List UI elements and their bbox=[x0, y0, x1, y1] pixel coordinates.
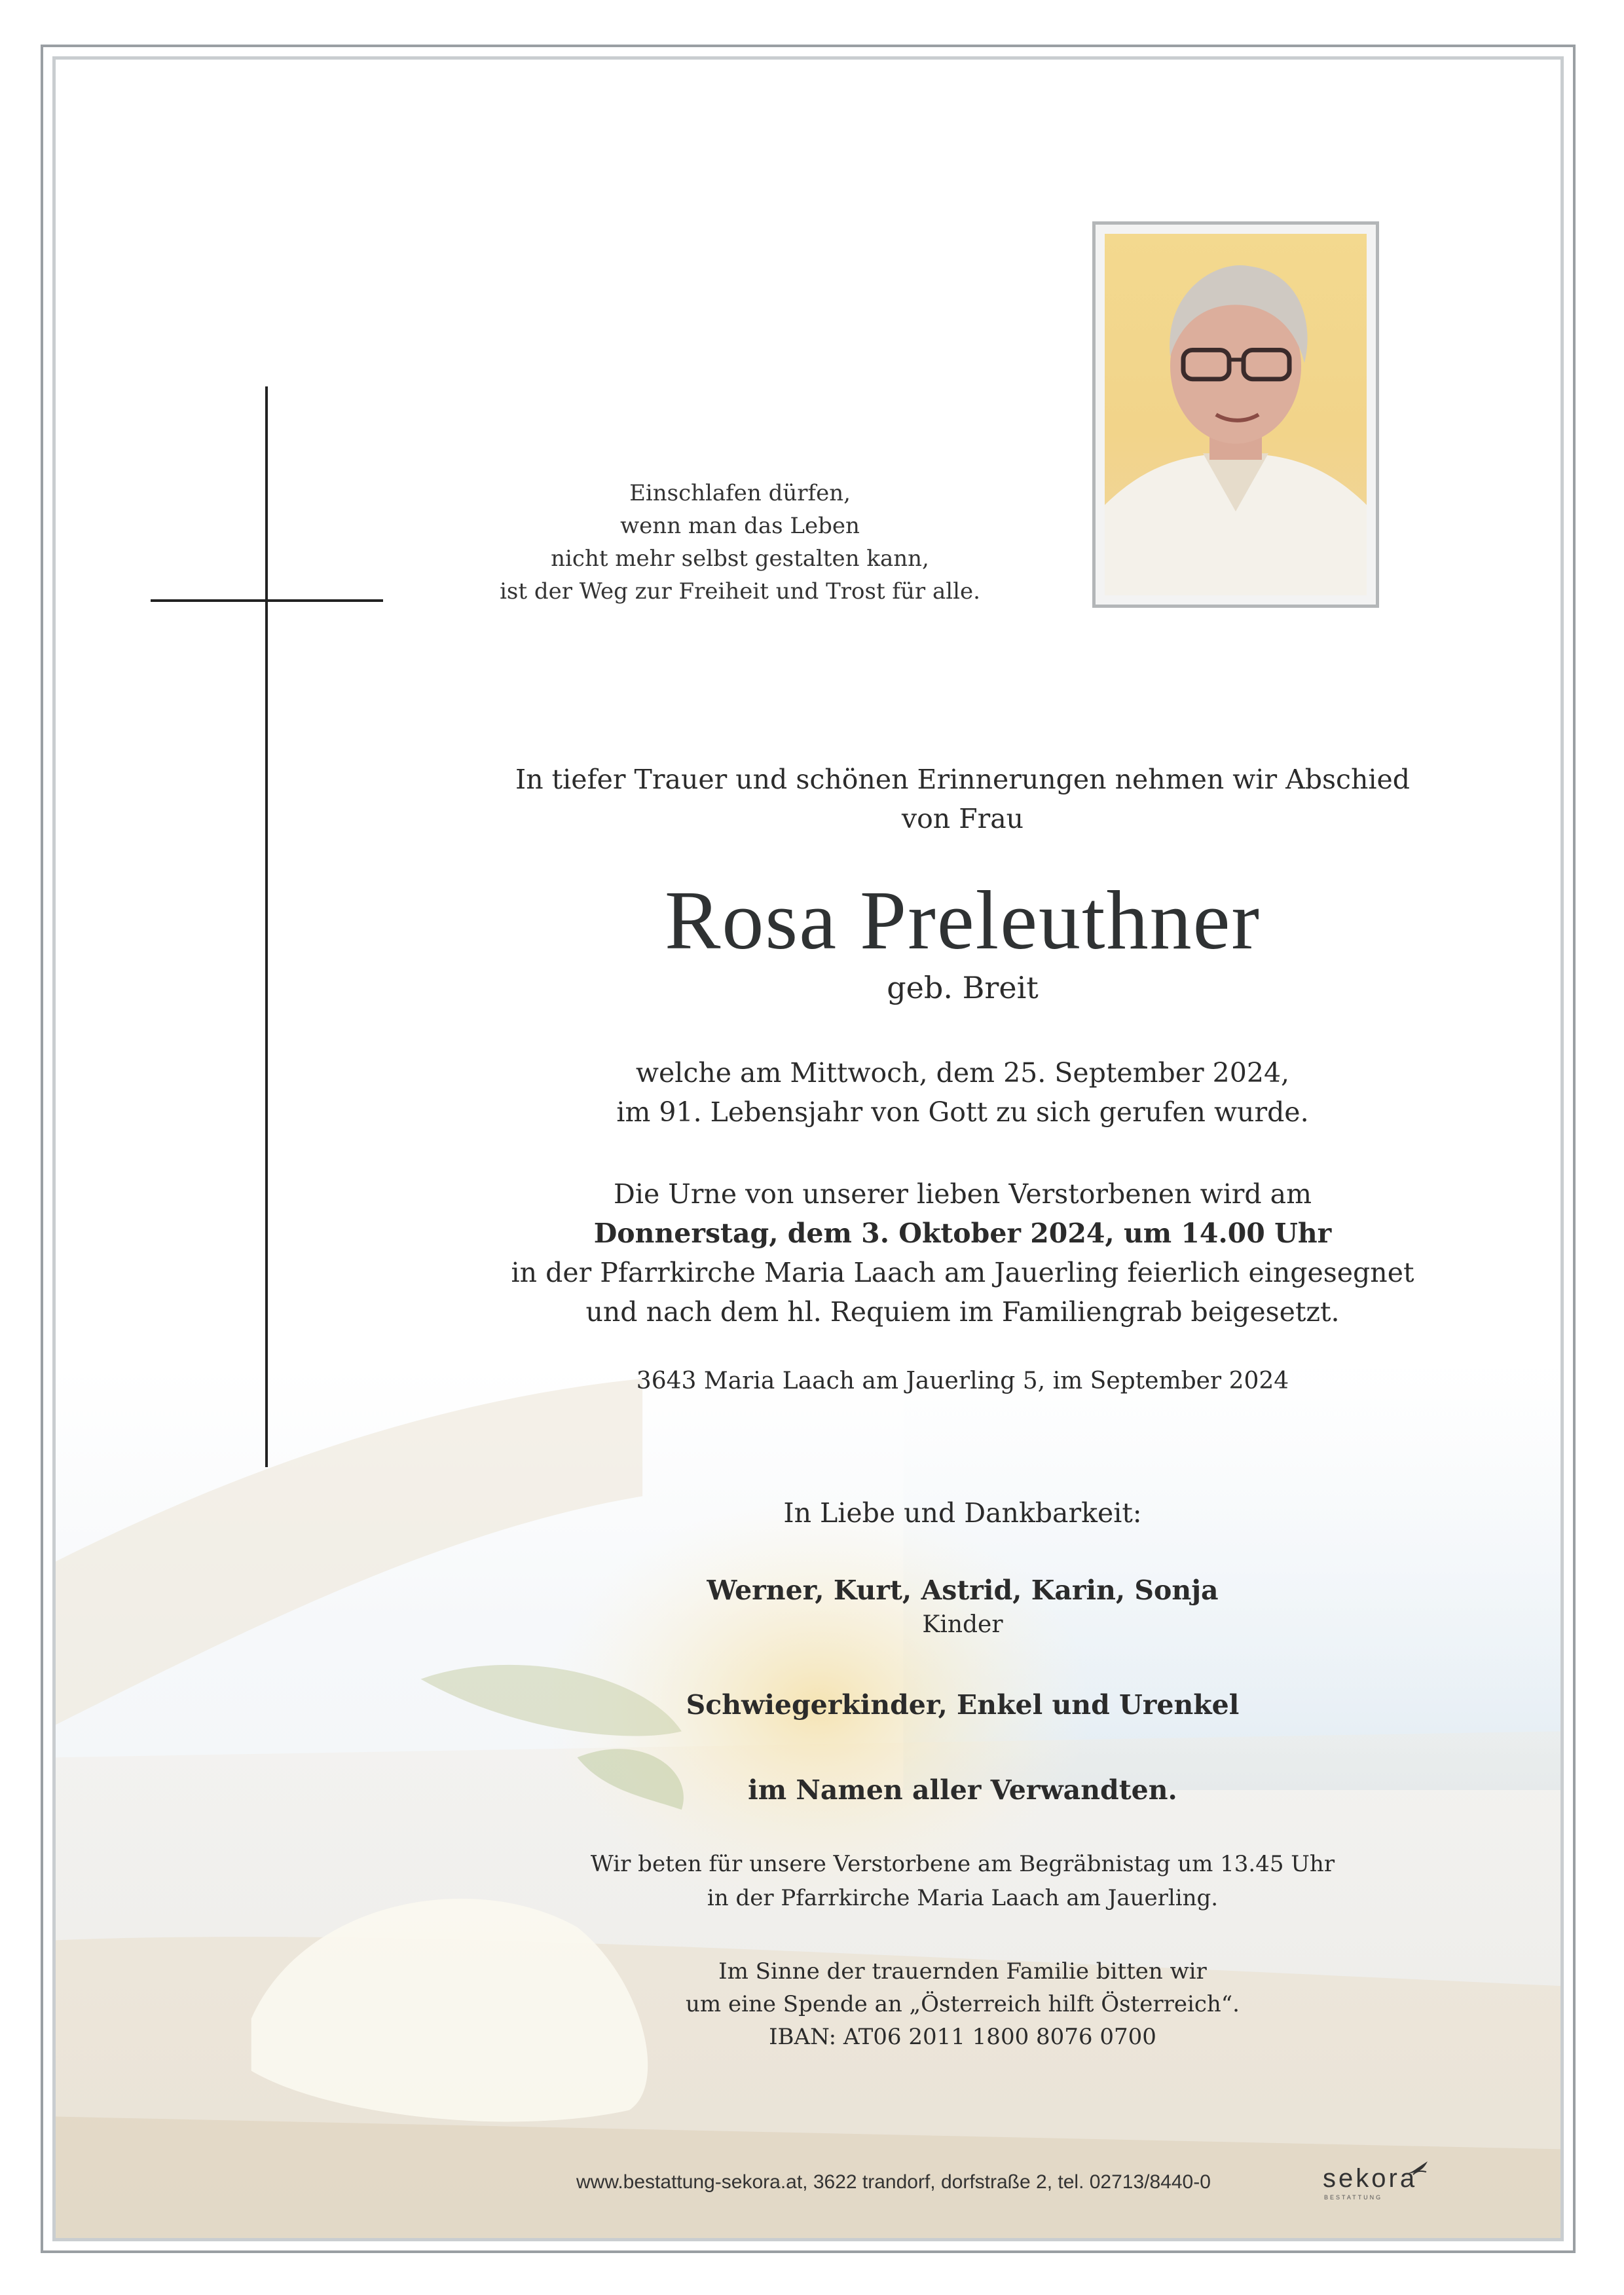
cross-horizontal-bar bbox=[151, 599, 383, 602]
cross-vertical-bar bbox=[265, 386, 268, 1467]
ceremony-date: Donnerstag, dem 3. Oktober 2024, um 14.00 Uhr bbox=[593, 1218, 1332, 1249]
birth-name: geb. Breit bbox=[887, 970, 1039, 1005]
urn-line: und nach dem hl. Requiem im Familiengrab beigesetzt. bbox=[585, 1296, 1340, 1328]
portrait-photo-frame bbox=[1092, 221, 1379, 608]
intro-line: von Frau bbox=[901, 803, 1024, 834]
place-date: 3643 Maria Laach am Jauerling 5, im September 2024 bbox=[636, 1368, 1289, 1394]
portrait-illustration bbox=[1105, 234, 1367, 595]
children-names: Werner, Kurt, Astrid, Karin, Sonja bbox=[707, 1575, 1219, 1606]
love-gratitude: In Liebe und Dankbarkeit: bbox=[783, 1497, 1142, 1529]
intro-text bbox=[367, 760, 1559, 838]
children-label: Kinder bbox=[922, 1611, 1003, 1638]
donation-line: um eine Spende an „Österreich hilft Österreich“. bbox=[686, 1991, 1240, 2017]
intro-line: In tiefer Trauer und schönen Erinnerungen nehmen wir Abschied bbox=[515, 764, 1410, 795]
poem-line: nicht mehr selbst gestalten kann, bbox=[551, 546, 929, 572]
death-notice bbox=[367, 1053, 1559, 1132]
poem-line: ist der Weg zur Freiheit und Trost für alle. bbox=[500, 578, 980, 605]
urn-line: in der Pfarrkirche Maria Laach am Jauerling feierlich eingesegnet bbox=[511, 1257, 1414, 1288]
sekora-logo: sekora bbox=[1323, 2164, 1418, 2193]
donation-line: Im Sinne der trauernden Familie bitten wir bbox=[718, 1958, 1207, 1985]
death-line: welche am Mittwoch, dem 25. September 2024, bbox=[635, 1057, 1290, 1089]
poem-line: wenn man das Leben bbox=[620, 513, 860, 539]
deceased-name: Rosa Preleuthner bbox=[665, 874, 1261, 967]
prayer-line: Wir beten für unsere Verstorbene am Begräbnistag um 13.45 Uhr bbox=[590, 1851, 1335, 1877]
urn-ceremony bbox=[367, 1174, 1559, 1332]
relatives-line: im Namen aller Verwandten. bbox=[748, 1774, 1177, 1806]
urn-line: Die Urne von unserer lieben Verstorbenen wird am bbox=[614, 1178, 1312, 1210]
death-line: im 91. Lebensjahr von Gott zu sich gerufen wurde. bbox=[616, 1096, 1309, 1128]
prayer-notice bbox=[367, 1847, 1559, 1915]
prayer-line: in der Pfarrkirche Maria Laach am Jauerling. bbox=[707, 1885, 1219, 1911]
donation-request bbox=[367, 1955, 1559, 2053]
iban: IBAN: AT06 2011 1800 8076 0700 bbox=[769, 2024, 1156, 2050]
leaf-icon bbox=[1407, 2160, 1429, 2176]
inlaws-grandchildren: Schwiegerkinder, Enkel und Urenkel bbox=[686, 1689, 1240, 1721]
sekora-logo-subtitle: BESTATTUNG bbox=[1324, 2194, 1383, 2201]
poem-line: Einschlafen dürfen, bbox=[629, 480, 851, 506]
poem bbox=[393, 477, 1087, 608]
portrait-photo bbox=[1105, 234, 1367, 595]
funeral-home-contact: www.bestattung-sekora.at, 3622 trandorf, dorfstraße 2, tel. 02713/8440-0 bbox=[576, 2171, 1211, 2193]
